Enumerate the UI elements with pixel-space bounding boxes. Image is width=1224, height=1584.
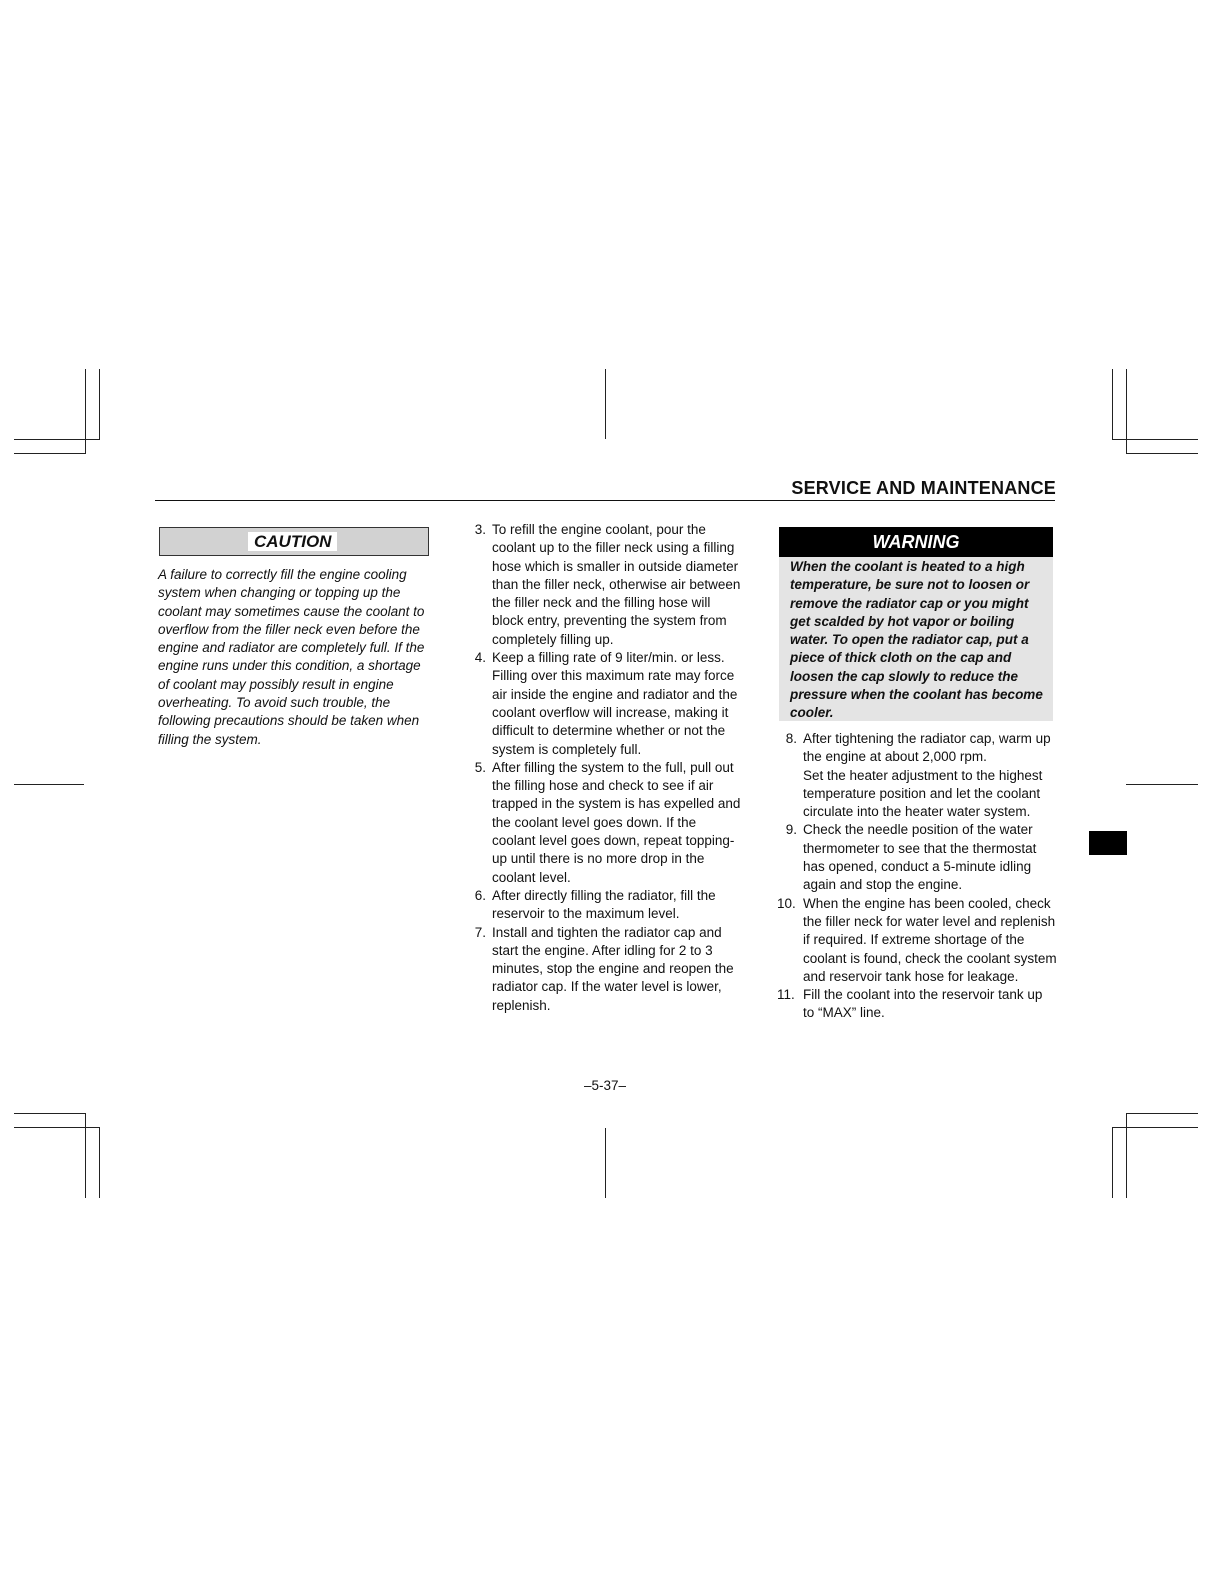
list-item xyxy=(779,821,1057,894)
header-divider xyxy=(155,500,1055,501)
procedure-steps-right xyxy=(779,730,1057,1023)
step-text: Check the needle position of the water thermometer to see that the thermostat has opened, conduct a 5-minute idling again and stop the engine. xyxy=(803,822,1037,893)
section-thumb-tab xyxy=(1089,831,1127,855)
list-item xyxy=(468,759,743,887)
list-item xyxy=(468,887,743,924)
step-number: 6. xyxy=(474,887,486,903)
step-text: When the engine has been cooled, check the filler neck for water level and replenish if required. If extreme shortage of the coolant is found, check the coolant system and reservoir tank hose for leakage. xyxy=(803,895,1057,984)
caution-label: CAUTION xyxy=(248,532,337,551)
caution-banner xyxy=(159,527,429,556)
step-text: After tightening the radiator cap, warm up the engine at about 2,000 rpm. xyxy=(803,731,1051,765)
list-item xyxy=(779,895,1057,986)
step-number: 5. xyxy=(474,759,486,775)
list-item xyxy=(779,986,1057,1023)
step-text: Fill the coolant into the reservoir tank up to “MAX” line. xyxy=(803,987,1043,1021)
list-item xyxy=(468,924,743,1015)
step-text: After directly filling the radiator, fill the reservoir to the maximum level. xyxy=(492,887,716,922)
caution-text: A failure to correctly fill the engine cooling system when changing or topping up the coolant may sometimes cause the coolant to overflow from the filler neck even before the engine and radiator are completely full. If the engine runs under this condition, a shortage of coolant may possibly result in engine overheating. To avoid such trouble, the following precautions should be taken when filling the system. xyxy=(158,567,425,747)
warning-banner: WARNING xyxy=(779,527,1053,557)
step-text: Install and tighten the radiator cap and start the engine. After idling for 2 to 3 minutes, stop the engine and reopen the radiator cap. If the water level is lower, replenish. xyxy=(492,924,734,1013)
list-item xyxy=(779,730,1057,821)
step-number: 8. xyxy=(785,731,797,746)
list-item xyxy=(468,649,743,759)
section-title: SERVICE AND MAINTENANCE xyxy=(791,478,1056,498)
step-text: Keep a filling rate of 9 liter/min. or less. Filling over this maximum rate may force air inside the engine and radiator and the coolant overflow will increase, making it difficult to determine whether or not the system is completely full. xyxy=(492,650,738,757)
warning-text: When the coolant is heated to a high temperature, be sure not to loosen or remove the radiator cap or you might get scalded by hot vapor or boiling water. To open the radiator cap, put a piece of thick cloth on the cap and loosen the cap slowly to reduce the pressure when the coolant has become cooler. xyxy=(779,557,1053,721)
list-item xyxy=(468,521,743,649)
step-number: 7. xyxy=(474,924,486,940)
step-subtext: Set the heater adjustment to the highest temperature position and let the coolant circulate into the heater water system. xyxy=(803,767,1043,820)
step-number: 10. xyxy=(777,895,796,911)
step-number: 11. xyxy=(777,987,795,1003)
step-number: 9. xyxy=(785,822,797,838)
procedure-steps-middle xyxy=(468,521,743,1015)
step-number: 4. xyxy=(474,650,486,666)
step-text: After filling the system to the full, pull out the filling hose and check to see if air trapped in the system is has expelled and the coolant level goes down. If the coolant level goes down, repeat topping-up until there is no more drop in the coolant level. xyxy=(492,759,741,885)
step-number: 3. xyxy=(474,522,486,537)
step-text: To refill the engine coolant, pour the coolant up to the filler neck using a filling hose which is smaller in outside diameter than the filler neck, otherwise air between the filler neck and the filling hose will block entry, preventing the system from completely filling up. xyxy=(492,522,741,647)
page-number: –5-37– xyxy=(583,1078,627,1093)
